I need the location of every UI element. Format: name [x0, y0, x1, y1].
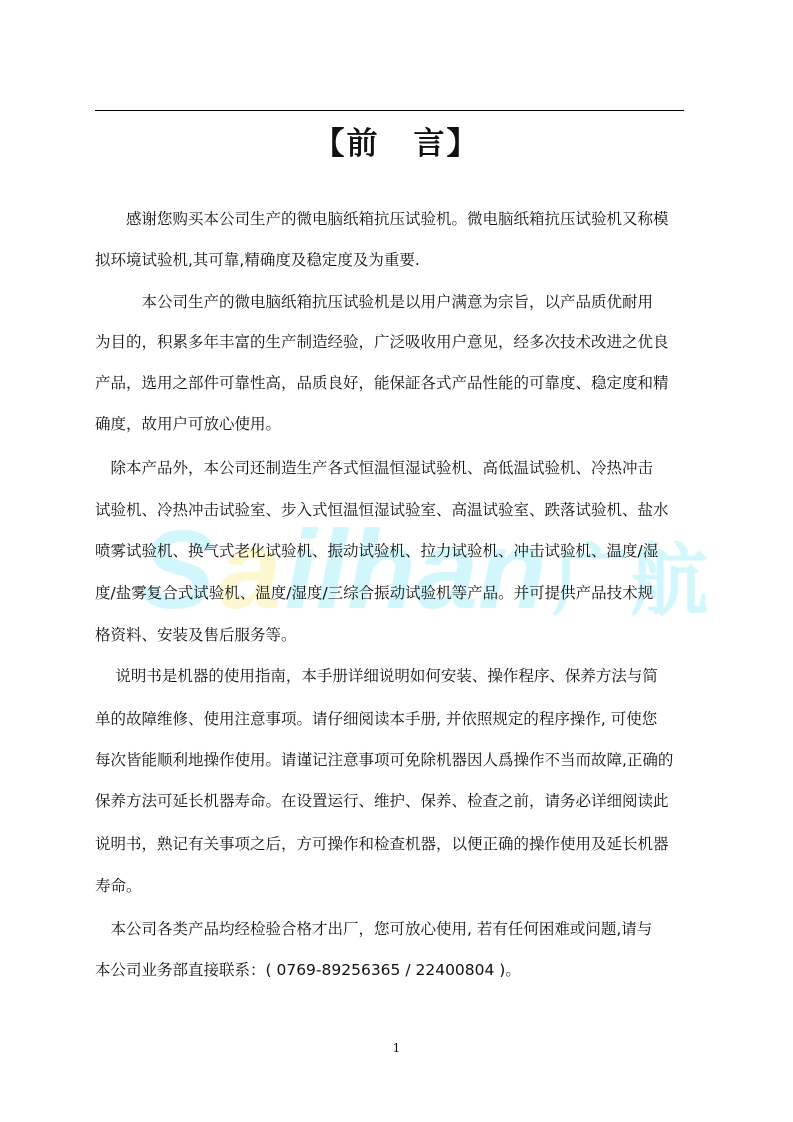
text-line: 喷雾试验机、换气式老化试验机、振动试验机、拉力试验机、冲击试验机、温度/湿 [95, 542, 659, 560]
text-line: 格资料、安装及售后服务等。 [95, 626, 297, 644]
text-line: 说明书，熟记有关事项之后，方可操作和检查机器，以便正确的操作使用及延长机器 [95, 835, 669, 853]
text-line: 寿命。 [95, 877, 142, 895]
text-line: 感谢您购买本公司生产的微电脑纸箱抗压试验机。微电脑纸箱抗压试验机又称模 [95, 210, 669, 228]
text-line: 说明书是机器的使用指南，本手册详细说明如何安装、操作程序、保养方法与简 [95, 667, 658, 685]
text-line: 产品，选用之部件可靠性高，品质良好，能保証各式产品性能的可靠度、稳定度和精 [95, 374, 669, 392]
text-line: 保养方法可延长机器寿命。在设置运行、维护、保养、检查之前，请务必详细阅读此 [95, 792, 669, 810]
text-line: 除本产品外，本公司还制造生产各式恒温恒湿试验机、高低温试验机、冷热冲击 [95, 459, 654, 477]
text-line: 试验机、冷热冲击试验室、步入式恒温恒湿试验室、高温试验室、跌落试验机、盐水 [95, 501, 669, 519]
title-right: 言】 [413, 126, 480, 162]
text-line: 本公司生产的微电脑纸箱抗压试验机是以用户满意为宗旨，以产品质优耐用 [95, 293, 654, 311]
text-line: 本公司各类产品均经检验合格才出厂，您可放心使用, 若有任何困难或问题,请与 [95, 920, 653, 938]
text-line: 度/盐雾复合式试验机、温度/湿度/三综合振动试验机等产品。并可提供产品技术规 [95, 584, 654, 602]
text-line: 本公司业务部直接联系：( 0769-89256365 / 22400804 )。 [95, 961, 521, 979]
title-left: 【前 [313, 126, 380, 162]
page-title [0, 118, 793, 163]
text-line: 为目的，积累多年丰富的生产制造经验，广泛吸收用户意见，经多次技术改进之优良 [95, 333, 669, 351]
header-rule [95, 110, 684, 111]
text-line: 每次皆能顺利地操作使用。请谨记注意事项可免除机器因人爲操作不当而故障,正确的 [95, 751, 674, 769]
page-number: 1 [392, 1041, 401, 1055]
text-line: 拟环境试验机,其可靠,精确度及稳定度及为重要. [95, 251, 420, 269]
text-line: 确度，故用户可放心使用。 [95, 415, 282, 433]
text-line: 单的故障维修、使用注意事项。请仔细阅读本手册, 并依照规定的程序操作, 可使您 [95, 710, 658, 728]
